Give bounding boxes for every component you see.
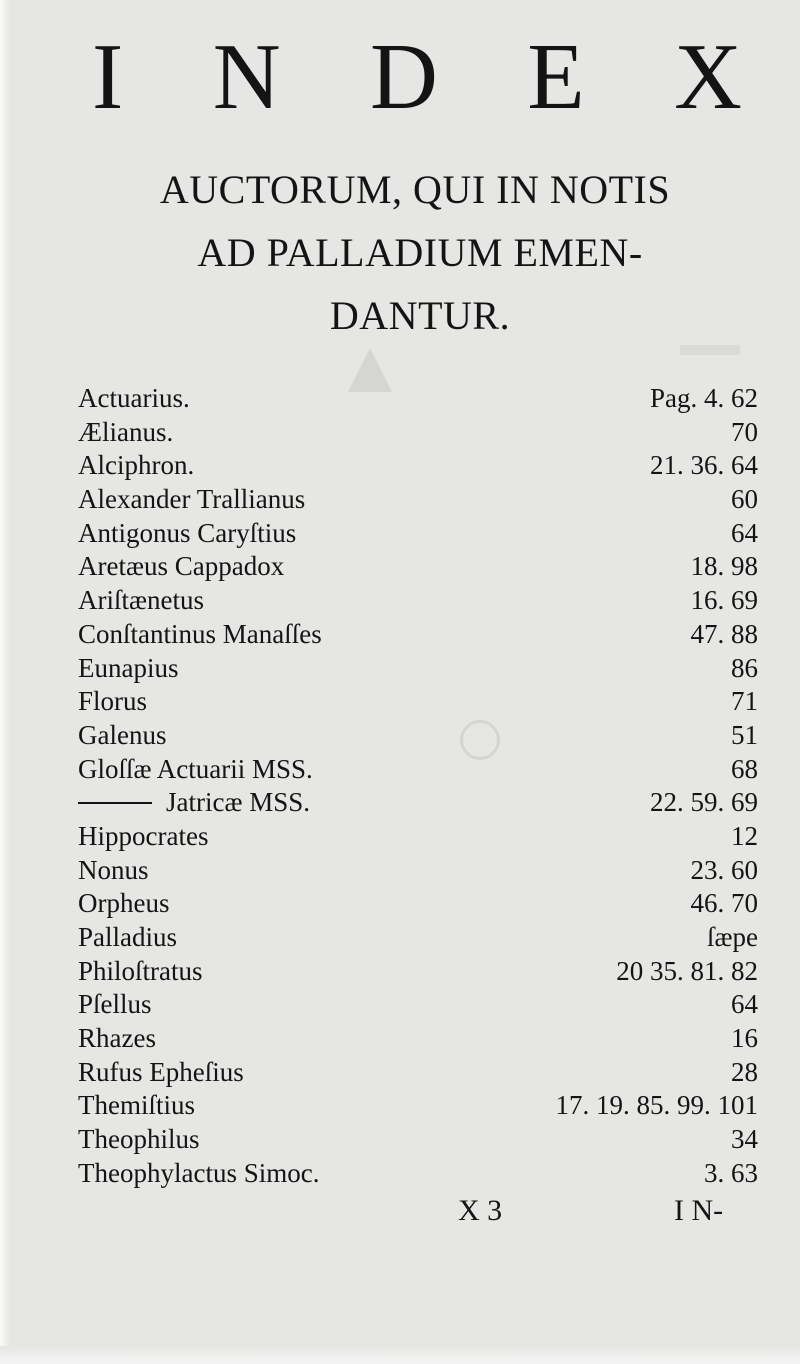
index-entry bbox=[78, 685, 758, 719]
page-references: ſæpe bbox=[707, 922, 758, 952]
author-index-list bbox=[78, 382, 758, 1191]
author-name: Pſellus bbox=[78, 989, 152, 1020]
heading-letter: X bbox=[674, 25, 742, 129]
author-name: Palladius bbox=[78, 922, 177, 952]
page-references: 34 bbox=[731, 1124, 758, 1155]
index-entry bbox=[78, 1089, 758, 1123]
index-entry bbox=[78, 1157, 758, 1191]
page-references: 20 35. 81. 82 bbox=[616, 955, 758, 986]
signature-mark: X 3 bbox=[458, 1194, 503, 1227]
index-entry bbox=[78, 719, 758, 753]
author-name: Galenus bbox=[78, 719, 167, 750]
index-entry bbox=[78, 517, 758, 551]
author-name: Rufus Epheſius bbox=[78, 1056, 244, 1087]
index-entry bbox=[78, 584, 758, 618]
subtitle-line: AD PALLADIUM EMEN- bbox=[197, 230, 643, 275]
index-entry bbox=[78, 483, 758, 517]
index-entry bbox=[78, 854, 758, 888]
page-references: 46. 70 bbox=[690, 888, 758, 919]
index-entry bbox=[78, 449, 758, 483]
author-name: Rhazes bbox=[78, 1023, 156, 1054]
heading-letter: I bbox=[92, 25, 124, 129]
heading-letter: N bbox=[212, 25, 281, 129]
author-name: Actuarius. bbox=[78, 383, 190, 413]
author-name: Ariſtænetus bbox=[78, 585, 204, 616]
index-entry bbox=[78, 887, 758, 921]
index-entry bbox=[78, 786, 758, 820]
page-references: 3. 63 bbox=[704, 1157, 758, 1188]
author-name: Orpheus bbox=[78, 888, 170, 919]
author-name: Jatricæ MSS. bbox=[166, 787, 311, 818]
author-name: Theophylactus Simoc. bbox=[78, 1157, 320, 1188]
author-name: Antigonus Caryſtius bbox=[78, 517, 297, 548]
catchword: I N- bbox=[674, 1194, 724, 1227]
ditto-dash bbox=[78, 802, 152, 804]
index-entry bbox=[78, 1056, 758, 1090]
index-entry bbox=[78, 921, 758, 955]
index-entry bbox=[78, 1022, 758, 1056]
author-name: Nonus bbox=[78, 854, 149, 885]
author-name: Theophilus bbox=[78, 1124, 200, 1155]
subtitle-line: AUCTORUM, QUI IN NOTIS bbox=[159, 167, 671, 212]
page-references: 17. 19. 85. 99. 101 bbox=[555, 1090, 758, 1121]
index-entry bbox=[78, 550, 758, 584]
author-name: Florus bbox=[78, 686, 148, 717]
page-references: 70 bbox=[731, 416, 758, 447]
page-references: 68 bbox=[731, 753, 758, 784]
page-left-edge bbox=[0, 0, 10, 1364]
index-entry bbox=[78, 416, 758, 450]
index-entry bbox=[78, 1123, 758, 1157]
index-entry bbox=[78, 652, 758, 686]
page-references: 60 bbox=[731, 484, 758, 515]
page-references: 47. 88 bbox=[690, 618, 758, 649]
index-entry bbox=[78, 820, 758, 854]
page-references: 16 bbox=[731, 1023, 758, 1054]
page-references: 71 bbox=[731, 686, 758, 717]
index-entry bbox=[78, 753, 758, 787]
page-references: 12 bbox=[731, 820, 758, 851]
heading-letter: E bbox=[527, 25, 585, 129]
page-references: 28 bbox=[731, 1056, 758, 1087]
author-name-ditto bbox=[78, 786, 310, 820]
author-name: Gloſſæ Actuarii MSS. bbox=[78, 753, 313, 784]
author-name: Alciphron. bbox=[78, 450, 195, 481]
page-references: Pag. 4. 62 bbox=[650, 383, 758, 413]
page-references: 18. 98 bbox=[690, 551, 758, 582]
index-entry bbox=[78, 988, 758, 1022]
heading-letter: D bbox=[369, 25, 438, 129]
subtitle-line: DANTUR. bbox=[329, 293, 511, 338]
page-bottom-edge bbox=[0, 1346, 800, 1364]
author-name: Conſtantinus Manaſſes bbox=[78, 618, 322, 649]
page-references: 16. 69 bbox=[690, 585, 758, 616]
page-references: 23. 60 bbox=[690, 854, 758, 885]
page-references: 86 bbox=[731, 652, 758, 683]
page-references: 51 bbox=[731, 719, 758, 750]
page-references: 64 bbox=[731, 517, 758, 548]
author-name: Alexander Trallianus bbox=[78, 484, 306, 515]
page-references: 22. 59. 69 bbox=[650, 787, 758, 818]
author-name: Themiſtius bbox=[78, 1090, 195, 1121]
page-references: 21. 36. 64 bbox=[650, 450, 758, 481]
author-name: Philoſtratus bbox=[78, 955, 203, 986]
index-heading bbox=[92, 25, 742, 129]
author-name: Hippocrates bbox=[78, 820, 209, 851]
author-name: Ælianus. bbox=[78, 416, 174, 447]
bleed-through-block-1 bbox=[680, 345, 740, 355]
index-entry bbox=[78, 382, 758, 416]
index-entry bbox=[78, 618, 758, 652]
author-name: Eunapius bbox=[78, 652, 179, 683]
author-name: Aretæus Cappadox bbox=[78, 551, 285, 582]
page-references: 64 bbox=[731, 989, 758, 1020]
index-entry bbox=[78, 955, 758, 989]
